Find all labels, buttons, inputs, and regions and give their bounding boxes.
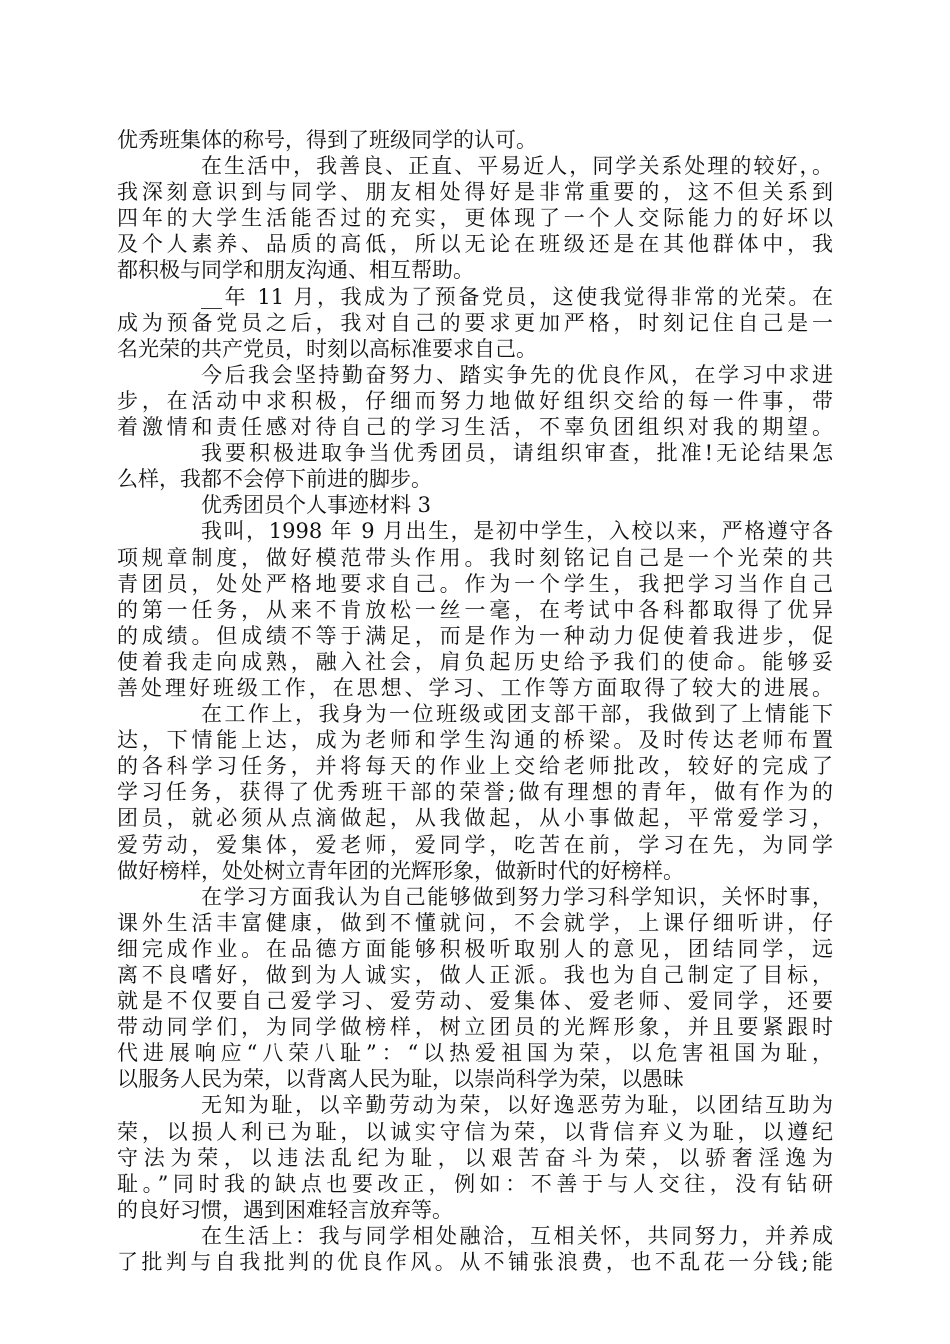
text-line: 在工作上，我身为一位班级或团支部干部，我做到了上情能下 (201, 702, 833, 727)
text-line: 优秀团员个人事迹材料 3 (201, 493, 432, 518)
text-line: 名光荣的共产党员，时刻以高标准要求自己。 (117, 336, 537, 361)
text-line: 课外生活丰富健康，做到不懂就问，不会就学，上课仔细听讲，仔 (117, 910, 833, 935)
text-line: 及个人素养、品质的高低，所以无论在班级还是在其他群体中，我 (117, 232, 833, 257)
text-line: 优秀班集体的称号，得到了班级同学的认可。 (117, 128, 537, 152)
text-line: 耻。”同时我的缺点也要改正，例如：不善于与人交往，没有钻研 (117, 1171, 833, 1196)
text-line: 代进展响应“八荣八耻”：“以热爱祖国为荣，以危害祖国为耻， (117, 1041, 833, 1066)
text-line: 就是不仅要自己爱学习、爱劳动、爱集体、爱老师、爱同学，还要 (117, 989, 833, 1014)
text-line: 了批判与自我批判的优良作风。从不铺张浪费，也不乱花一分钱;能 (117, 1250, 833, 1275)
text-line: 都积极与同学和朋友沟通、相互帮助。 (117, 258, 474, 283)
text-line: 今后我会坚持勤奋努力、踏实争先的优良作风，在学习中求进 (201, 362, 833, 387)
text-line: 的良好习惯，遇到困难轻言放弃等。 (117, 1197, 453, 1222)
text-line: 细完成作业。在品德方面能够积极听取别人的意见，团结同学，远 (117, 936, 833, 961)
text-line: 学习任务，获得了优秀班干部的荣誉;做有理想的青年，做有作为的 (117, 780, 833, 805)
document-body (117, 127, 833, 1275)
text-line: 爱劳动，爱集体，爱老师，爱同学，吃苦在前，学习在先，为同学 (117, 832, 833, 857)
text-line: 带动同学们，为同学做榜样，树立团员的光辉形象，并且要紧跟时 (117, 1015, 833, 1040)
text-line: __年 11 月，我成为了预备党员，这使我觉得非常的光荣。在 (201, 284, 833, 309)
text-line: 善处理好班级工作，在思想、学习、工作等方面取得了较大的进展。 (117, 675, 833, 700)
text-line: 守法为荣，以违法乱纪为耻，以艰苦奋斗为荣，以骄奢淫逸为 (117, 1145, 833, 1170)
text-line: 在生活中，我善良、正直、平易近人，同学关系处理的较好，。 (201, 154, 833, 179)
text-line: 团员，就必须从点滴做起，从我做起，从小事做起，平常爱学习， (117, 806, 833, 831)
text-line: 步，在活动中求积极，仔细而努力地做好组织交给的每一件事，带 (117, 388, 833, 413)
text-line: 四年的大学生活能否过的充实，更体现了一个人交际能力的好坏以 (117, 206, 833, 231)
text-line: 我深刻意识到与同学、朋友相处得好是非常重要的，这不但关系到 (117, 180, 833, 205)
text-line: 青团员，处处严格地要求自己。作为一个学生，我把学习当作自己 (117, 571, 833, 596)
text-line: 在生活上：我与同学相处融洽，互相关怀，共同努力，并养成 (201, 1223, 833, 1248)
text-line: 达，下情能上达，成为老师和学生沟通的桥梁。及时传达老师布置 (117, 728, 833, 753)
text-line: 荣，以损人利已为耻，以诚实守信为荣，以背信弃义为耻，以遵纪 (117, 1119, 833, 1144)
text-line: 以服务人民为荣，以背离人民为耻，以崇尚科学为荣，以愚昧 (117, 1067, 684, 1092)
text-line: 着激情和责任感对待自己的学习生活，不辜负团组织对我的期望。 (117, 415, 833, 440)
text-line: 做好榜样，处处树立青年团的光辉形象，做新时代的好榜样。 (117, 858, 684, 883)
text-line: 使着我走向成熟，融入社会，肩负起历史给予我们的使命。能够妥 (117, 649, 833, 674)
text-line: 离不良嗜好，做到为人诚实，做人正派。我也为自己制定了目标， (117, 963, 833, 987)
text-line: 我要积极进取争当优秀团员，请组织审查，批准!无论结果怎 (201, 441, 833, 466)
text-line: 么样，我都不会停下前进的脚步。 (117, 467, 432, 492)
text-line: 在学习方面我认为自己能够做到努力学习科学知识，关怀时事， (201, 884, 833, 909)
text-line: 的成绩。但成绩不等于满足，而是作为一种动力促使着我进步，促 (117, 623, 833, 648)
text-line: 的各科学习任务，并将每天的作业上交给老师批改，较好的完成了 (117, 754, 833, 779)
text-line: 成为预备党员之后，我对自己的要求更加严格，时刻记住自己是一 (117, 310, 833, 335)
text-line: 的第一任务，从来不肯放松一丝一毫，在考试中各科都取得了优异 (117, 597, 833, 622)
text-line: 无知为耻，以辛勤劳动为荣，以好逸恶劳为耻，以团结互助为 (201, 1093, 833, 1118)
text-line: 我叫，1998 年 9 月出生，是初中学生，入校以来，严格遵守各 (201, 519, 833, 544)
text-line: 项规章制度，做好模范带头作用。我时刻铭记自己是一个光荣的共 (117, 545, 833, 570)
